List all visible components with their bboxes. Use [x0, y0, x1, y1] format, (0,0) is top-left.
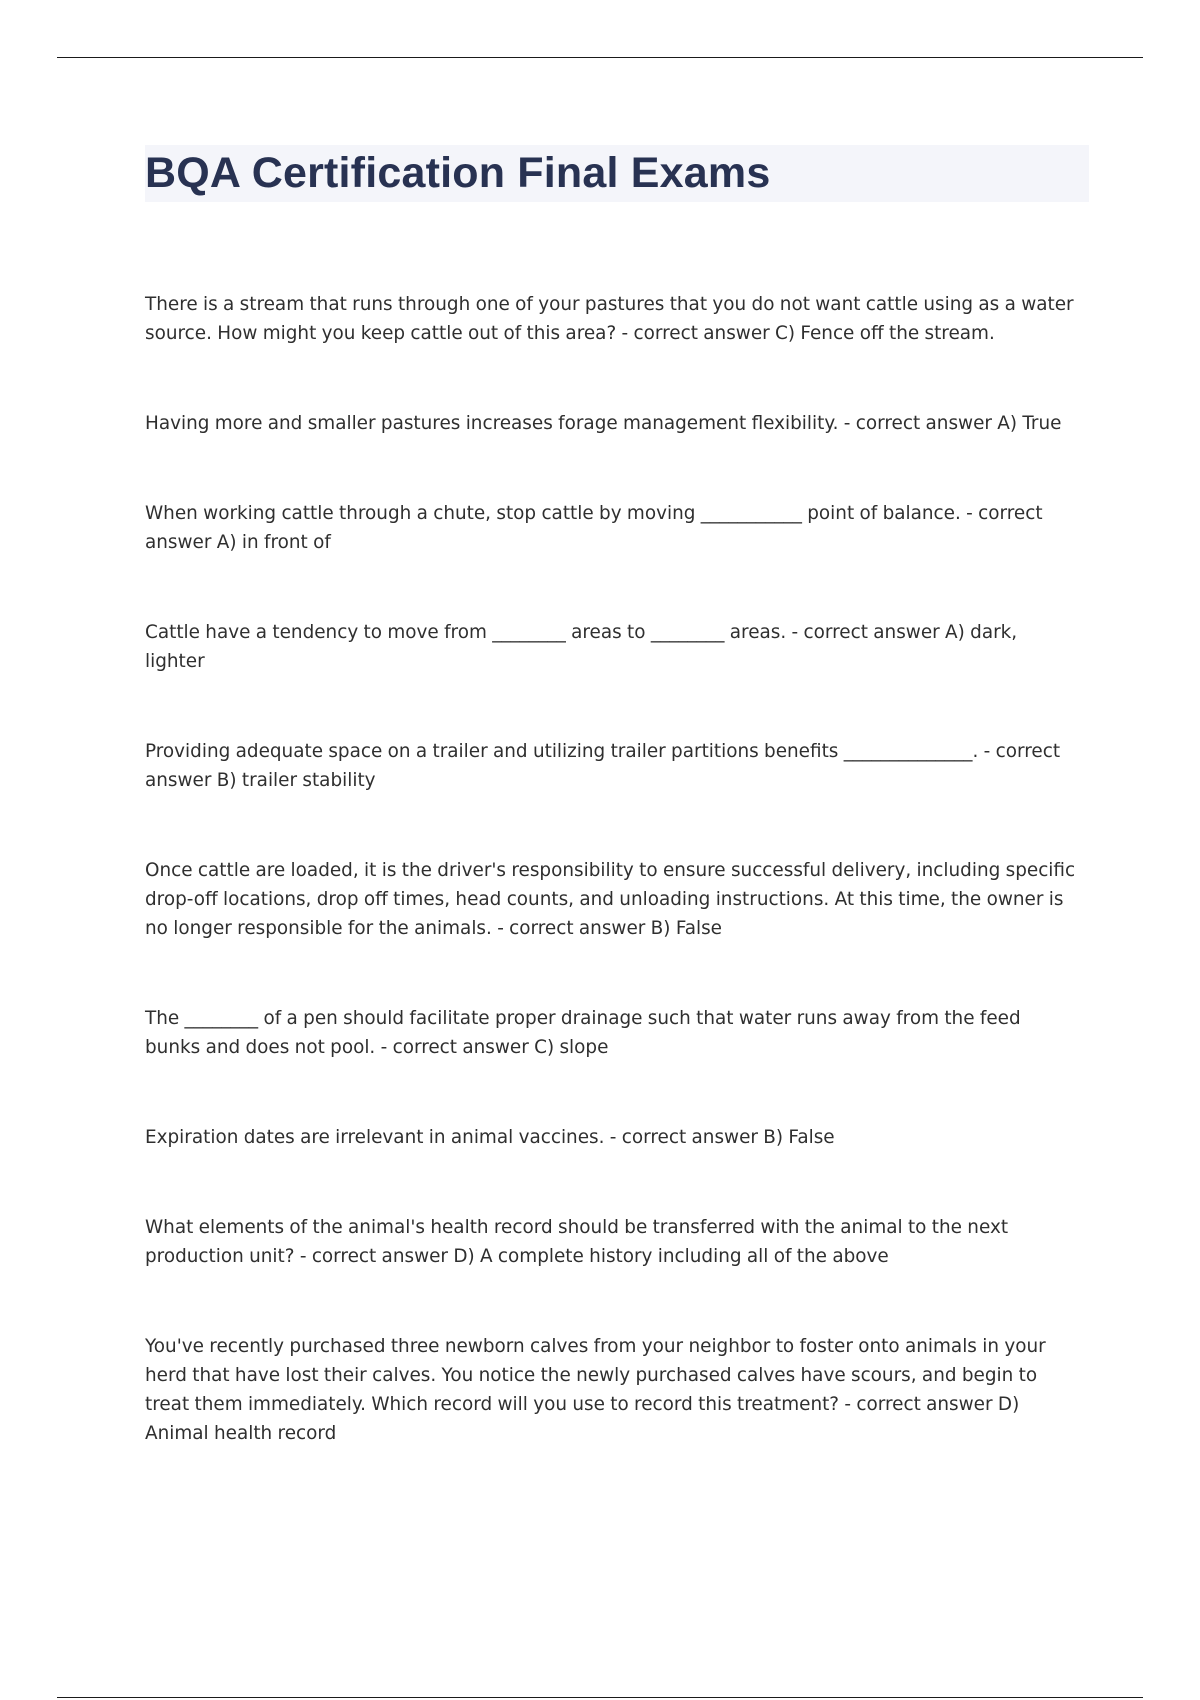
question-item: There is a stream that runs through one of your pastures that you do not want cattle using as a water source. How might you keep cattle out of this area? - correct answer C) Fence off the stream.: [145, 294, 1074, 344]
title-banner: [145, 145, 1089, 202]
question-list: [145, 290, 1080, 1448]
question-item: Expiration dates are irrelevant in animal vaccines. - correct answer B) False: [145, 1127, 835, 1148]
question-item: The ________ of a pen should facilitate proper drainage such that water runs away from the feed bunks and does not pool. - correct answer C) slope: [145, 1008, 1021, 1058]
question-item: What elements of the animal's health record should be transferred with the animal to the next production unit? - correct answer D) A complete history including all of the above: [145, 1217, 1009, 1267]
top-rule: [57, 57, 1143, 58]
question-item: Having more and smaller pastures increases forage management flexibility. - correct answer A) True: [145, 413, 1062, 434]
question-item: When working cattle through a chute, stop cattle by moving ___________ point of balance. - correct answer A) in front of: [145, 503, 1043, 553]
question-item: You've recently purchased three newborn calves from your neighbor to foster onto animals in your herd that have lost their calves. You notice the newly purchased calves have scours, and begin to treat them immediately. Which record will you use to record this treatment? - correct answer D) Animal health record: [145, 1336, 1046, 1444]
question-item: Cattle have a tendency to move from ________ areas to ________ areas. - correct answer A) dark, lighter: [145, 622, 1018, 672]
bottom-rule: [57, 1697, 1143, 1698]
question-item: Once cattle are loaded, it is the driver's responsibility to ensure successful delivery, including specific drop-off locations, drop off times, head counts, and unloading instructions. At this time, the owner is no longer responsible for the animals. - correct answer B) False: [145, 860, 1076, 939]
question-item: Providing adequate space on a trailer and utilizing trailer partitions benefits ______________. - correct answer B) trailer stability: [145, 741, 1061, 791]
document-title: BQA Certification Final Exams: [145, 149, 771, 197]
